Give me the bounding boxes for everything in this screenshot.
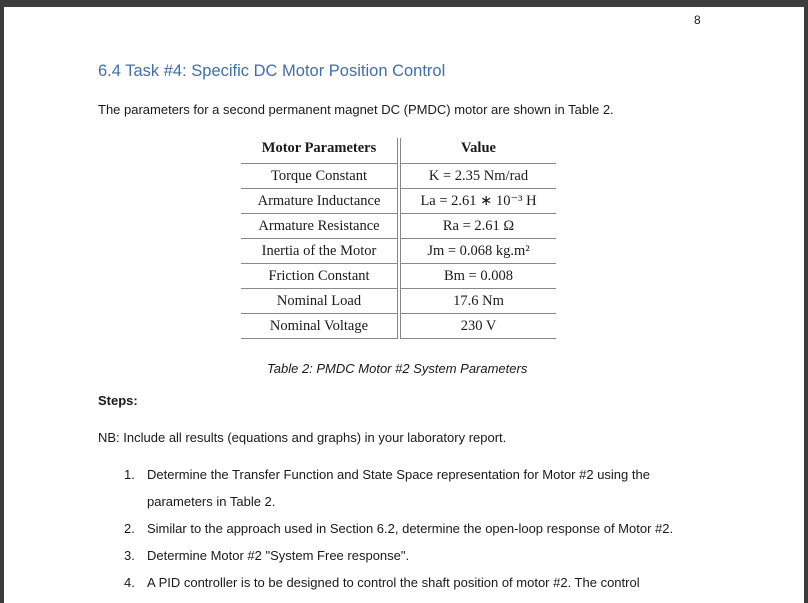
nb-note: NB: Include all results (equations and graphs) in your laboratory report. [98,430,507,445]
param-value: 17.6 Nm [399,289,556,314]
page-number: 8 [694,13,701,27]
steps-heading: Steps: [98,393,138,408]
param-name: Torque Constant [241,164,399,189]
step-text: Similar to the approach used in Section 6.2, determine the open-loop response of Motor #2. [147,521,674,536]
step-item-4 [124,575,640,590]
table-row [241,189,556,214]
step-item-2 [124,521,673,536]
param-name: Armature Inductance [241,189,399,214]
intro-paragraph: The parameters for a second permanent magnet DC (PMDC) motor are shown in Table 2. [98,102,614,117]
step-number: 2. [124,521,135,536]
param-value: Jm = 0.068 kg.m² [399,239,556,264]
step-number: 1. [124,467,135,482]
table-row [241,264,556,289]
column-header-value: Value [399,138,556,164]
param-name: Friction Constant [241,264,399,289]
param-value: K = 2.35 Nm/rad [399,164,556,189]
table-row [241,214,556,239]
step-item-1 [124,467,650,509]
table-caption: Table 2: PMDC Motor #2 System Parameters [267,361,528,376]
step-text: A PID controller is to be designed to control the shaft position of motor #2. The control [147,575,640,590]
step-text: Determine Motor #2 "System Free response". [147,548,410,563]
step-item-3 [124,548,409,563]
param-name: Inertia of the Motor [241,239,399,264]
step-number: 3. [124,548,135,563]
step-text: Determine the Transfer Function and State Space representation for Motor #2 using the [147,467,650,482]
table-row [241,239,556,264]
param-name: Nominal Voltage [241,314,399,339]
parameters-table [241,138,556,339]
column-header-parameter: Motor Parameters [241,138,399,164]
document-page [4,7,804,603]
table-row [241,164,556,189]
step-number: 4. [124,575,135,590]
section-title: 6.4 Task #4: Specific DC Motor Position Control [98,62,446,80]
param-value: La = 2.61 ∗ 10⁻³ H [399,189,556,214]
param-value: Ra = 2.61 Ω [399,214,556,239]
param-name: Nominal Load [241,289,399,314]
step-text-continuation: parameters in Table 2. [147,494,276,509]
table-row [241,314,556,339]
param-value: 230 V [399,314,556,339]
param-name: Armature Resistance [241,214,399,239]
table-header-row [241,138,556,164]
table-row [241,289,556,314]
param-value: Bm = 0.008 [399,264,556,289]
